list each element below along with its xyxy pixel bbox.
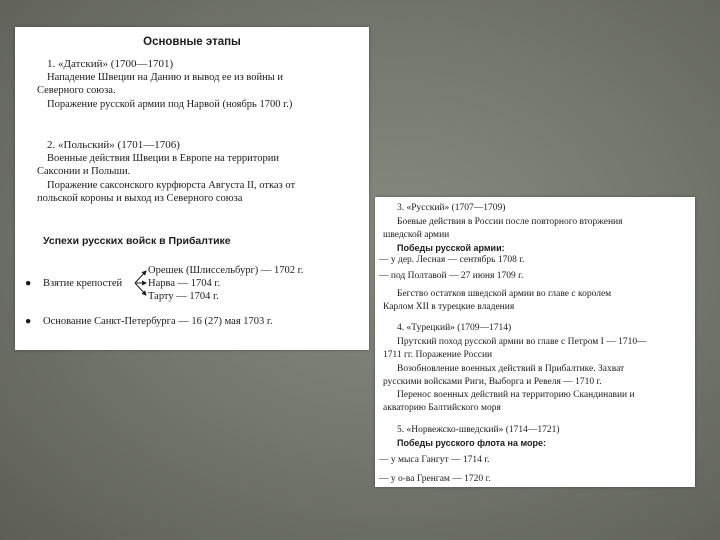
stage-3-line-2: шведской армии	[383, 230, 450, 240]
stage-1-heading: 1. «Датский» (1700—1701)	[47, 58, 174, 70]
stage-4-line-2: 1711 гг. Поражение России	[383, 350, 493, 360]
victory-lesnaya: — у дер. Лесная — сентябрь 1708 г.	[379, 255, 525, 265]
army-victories-title: Победы русской армии:	[397, 243, 505, 253]
victory-poltava: — под Полтавой — 27 июня 1709 г.	[379, 271, 524, 281]
right-sheet	[375, 197, 695, 487]
stage-3-after-1: Бегство остатков шведской армии во главе с королем	[397, 289, 612, 299]
bullet-founding: ●	[25, 316, 32, 327]
stage-3-line-1: Боевые действия в России после повторного вторжения	[397, 217, 623, 227]
baltic-heading: Успехи русских войск в Прибалтике	[43, 235, 231, 247]
stage-2-line-2: Саксонии и Польши.	[37, 166, 131, 177]
stage-2-line-3: Поражение саксонского курфюрста Августа II, отказ от	[47, 180, 296, 191]
bullet-fortresses: ●	[25, 278, 32, 289]
fleet-victories-title: Победы русского флота на море:	[397, 438, 547, 448]
stage-4-line-4: русскими войсками Риги, Выборга и Ревеля — 1710 г.	[383, 377, 602, 387]
stage-1-line-2: Северного союза.	[37, 85, 116, 96]
stage-4-line-3: Возобновление военных действий в Прибалтике. Захват	[397, 364, 625, 374]
page-title: Основные этапы	[143, 36, 241, 48]
stage-2-line-4: польской короны и выход из Северного союза	[37, 193, 243, 204]
stage-4-heading: 4. «Турецкий» (1709—1714)	[397, 323, 512, 333]
fortress-arrows	[135, 267, 149, 299]
stage-3-heading: 3. «Русский» (1707—1709)	[397, 203, 506, 213]
left-sheet	[15, 27, 369, 350]
stage-1-line-1: Нападение Швеции на Данию и вывод ее из войны и	[47, 72, 284, 83]
fortress-narva: Нарва — 1704 г.	[148, 278, 221, 289]
fortresses-label: Взятие крепостей	[43, 278, 123, 289]
victory-gangut: — у мыса Гангут — 1714 г.	[379, 455, 490, 465]
stage-2-heading: 2. «Польский» (1701—1706)	[47, 139, 180, 151]
stage-3-after-2: Карлом XII в турецкие владения	[383, 302, 515, 312]
fortress-tartu: Тарту — 1704 г.	[148, 291, 219, 302]
stage-1-line-3: Поражение русской армии под Нарвой (ноябрь 1700 г.)	[47, 99, 293, 110]
stage-4-line-1: Прутский поход русской армии во главе с Петром I — 1710—	[397, 337, 647, 347]
stage-5-heading: 5. «Норвежско-шведский» (1714—1721)	[397, 425, 560, 435]
stage-4-line-5: Перенос военных действий на территорию Скандинавии и	[397, 390, 635, 400]
stage-2-line-1: Военные действия Швеции в Европе на территории	[47, 153, 279, 164]
stage-4-line-6: акваторию Балтийского моря	[383, 403, 501, 413]
victory-grengam: — у о-ва Гренгам — 1720 г.	[379, 474, 491, 484]
founding-spb: Основание Санкт-Петербурга — 16 (27) мая 1703 г.	[43, 316, 273, 327]
fortress-oreshek: Орешек (Шлиссельбург) — 1702 г.	[148, 265, 304, 276]
